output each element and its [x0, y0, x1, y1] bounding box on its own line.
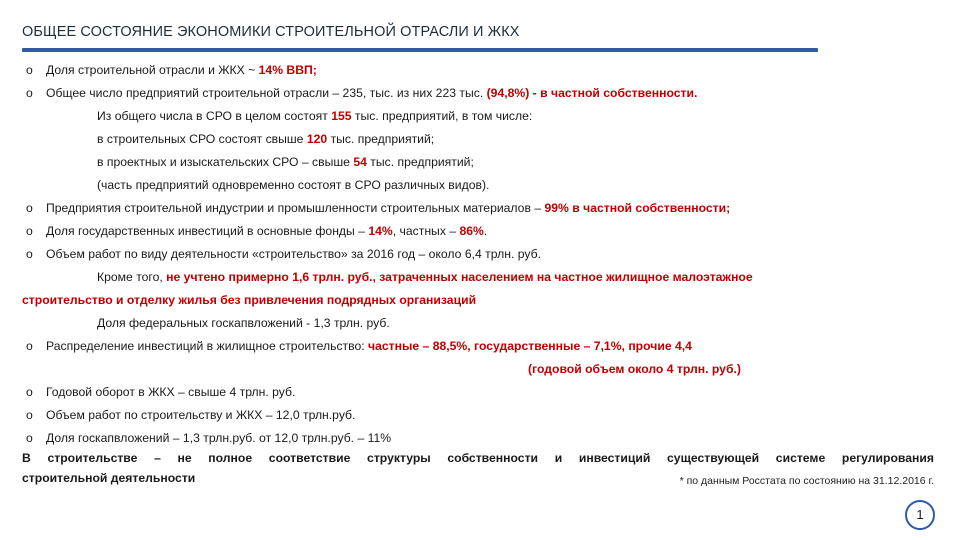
list-item: o Предприятия строительной индустрии и промышленности строительных материалов – 99% в частной собственности; — [26, 201, 731, 215]
list-item: o Доля строительной отрасли и ЖКХ ~ 14% ВВП; — [26, 63, 317, 77]
list-subitem: Доля федеральных госкапвложений - 1,3 трлн. руб. — [97, 316, 390, 330]
title-underline — [22, 48, 818, 52]
page-number: 1 — [905, 500, 935, 530]
list-subitem: (часть предприятий одновременно состоят в СРО различных видов). — [97, 178, 490, 192]
list-subitem: Кроме того, не учтено примерно 1,6 трлн. руб., затраченных населением на частное жилищное малоэтажное — [97, 270, 753, 284]
bullet-icon: o — [26, 247, 33, 261]
bullet-icon: o — [26, 224, 33, 238]
list-item: o Доля государственных инвестиций в основные фонды – 14%, частных – 86%. — [26, 224, 488, 238]
list-item: o Годовой оборот в ЖКХ – свыше 4 трлн. руб. — [26, 385, 296, 399]
conclusion-text-continued: строительной деятельности — [22, 471, 196, 485]
bullet-icon: o — [26, 86, 33, 100]
list-item: o Объем работ по строительству и ЖКХ – 12,0 трлн.руб. — [26, 408, 356, 422]
bullet-icon: o — [26, 431, 33, 445]
footnote: * по данным Росстата по состоянию на 31.12.2016 г. — [679, 475, 934, 487]
list-item: o Доля госкапвложений – 1,3 трлн.руб. от 12,0 трлн.руб. – 11% — [26, 431, 392, 445]
list-item: o Распределение инвестиций в жилищное строительство: частные – 88,5%, государственные – 7,1%, прочие 4,4 — [26, 339, 692, 353]
bullet-icon: o — [26, 63, 33, 77]
list-subitem: Из общего числа в СРО в целом состоят 155 тыс. предприятий, в том числе: — [97, 109, 533, 123]
list-subitem: в строительных СРО состоят свыше 120 тыс. предприятий; — [97, 132, 435, 146]
bullet-icon: o — [26, 385, 33, 399]
list-subitem: в проектных и изыскательских СРО – свыше 54 тыс. предприятий; — [97, 155, 474, 169]
bullet-icon: o — [26, 201, 33, 215]
page-title: ОБЩЕЕ СОСТОЯНИЕ ЭКОНОМИКИ СТРОИТЕЛЬНОЙ ОТРАСЛИ И ЖКХ — [22, 24, 520, 40]
list-item: o Общее число предприятий строительной отрасли – 235, тыс. из них 223 тыс. (94,8%) - в частной собственности. — [26, 86, 698, 100]
bullet-icon: o — [26, 408, 33, 422]
list-continuation: строительство и отделку жилья без привлечения подрядных организаций — [22, 293, 477, 307]
conclusion-text: В строительстве – не полное соответствие структуры собственности и инвестиций существующей системе регулирования — [22, 451, 934, 465]
bullet-icon: o — [26, 339, 33, 353]
list-subitem: (годовой объем около 4 трлн. руб.) — [528, 362, 741, 376]
list-item: o Объем работ по виду деятельности «строительство» за 2016 год – около 6,4 трлн. руб. — [26, 247, 541, 261]
